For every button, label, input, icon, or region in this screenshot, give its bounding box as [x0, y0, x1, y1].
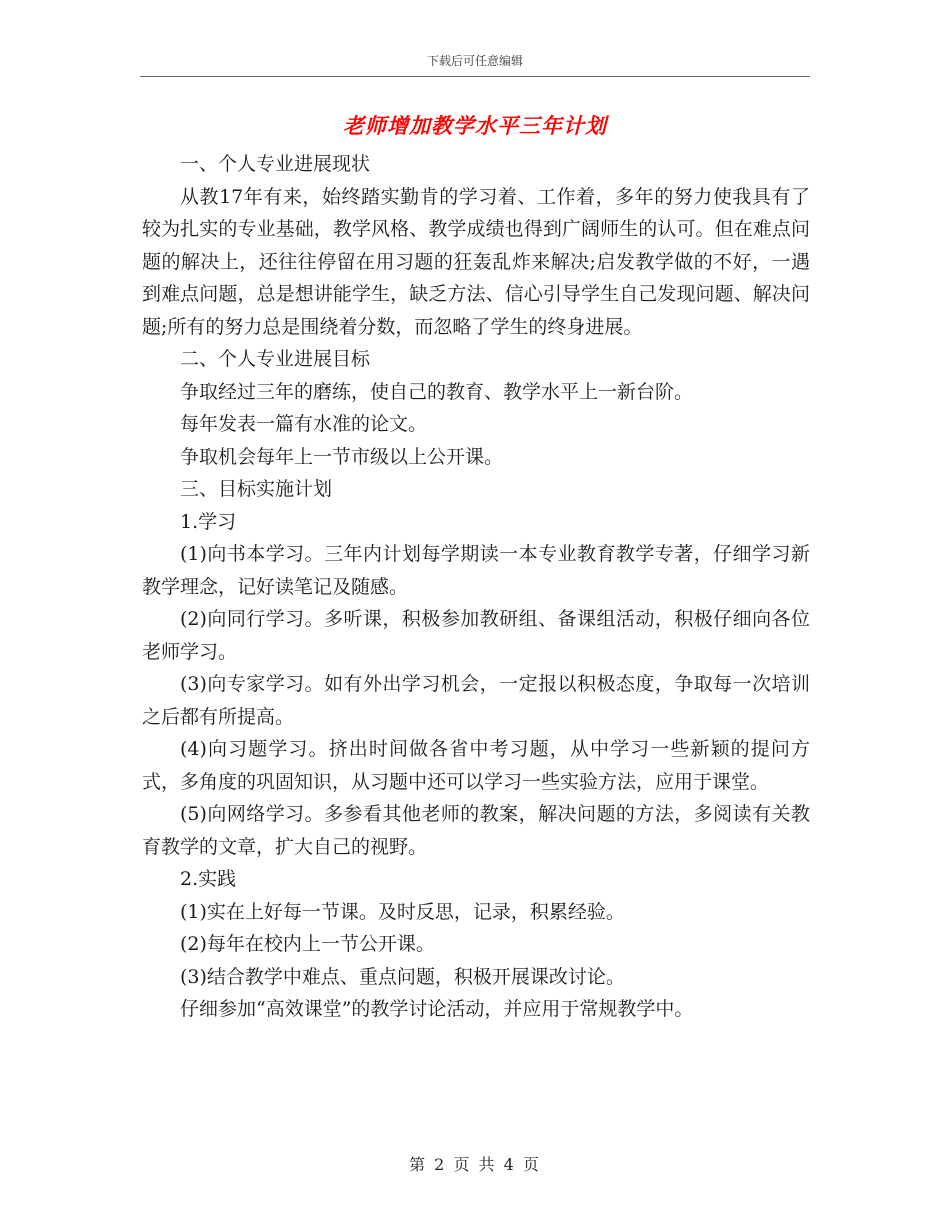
document-title: 老师增加教学水平三年计划 — [343, 114, 607, 138]
subsection-heading-study: 1.学习 — [180, 510, 237, 533]
paragraph: 仔细参加“高效课堂”的教学讨论活动，并应用于常规教学中。 — [180, 998, 694, 1020]
subsection-heading-practice: 2.实践 — [180, 868, 237, 890]
list-item: (4)向习题学习。挤出时间做各省中考习题，从中学习一些新颖的提问方式，多角度的巩固知识，从习题中还可以学习一些实验方法，应用于课堂。 — [142, 738, 810, 793]
paragraph: 争取机会每年上一节市级以上公开课。 — [180, 445, 504, 468]
list-item: (2)每年在校内上一节公开课。 — [180, 933, 435, 955]
list-item: (1)向书本学习。三年内计划每学期读一本专业教育教学专著，仔细学习新教学理念，记好读笔记及随感。 — [142, 543, 810, 598]
paragraph: 每年发表一篇有水准的论文。 — [180, 413, 428, 435]
list-item: (1)实在上好每一节课。及时反思，记录，积累经验。 — [180, 900, 625, 923]
list-item: (3)结合教学中难点、重点问题，积极开展课改讨论。 — [180, 965, 625, 988]
section-heading-3: 三、目标实施计划 — [180, 478, 333, 500]
list-item: (2)向同行学习。多听课，积极参加教研组、备课组活动，积极仔细向各位老师学习。 — [142, 608, 810, 663]
paragraph: 争取经过三年的磨练，使自己的教育、教学水平上一新台阶。 — [180, 380, 694, 403]
section-heading-1: 一、个人专业进展现状 — [180, 153, 371, 175]
list-item: (3)向专家学习。如有外出学习机会，一定报以积极态度，争取每一次培训之后都有所提高。 — [142, 673, 810, 728]
section-heading-2: 二、个人专业进展目标 — [180, 348, 371, 370]
page-number: 第 2 页 共 4 页 — [409, 1155, 541, 1174]
paragraph: 从教17年有来，始终踏实勤肯的学习着、工作着，多年的努力使我具有了较为扎实的专业基础，教学风格、教学成绩也得到广阔师生的认可。但在难点问题的解决上，还往往停留在用习题的狂轰乱炸来解决;启发教学做的不好，一遇到难点问题，总是想讲能学生，缺乏方法、信心引导学生自己发现问题、解决问题;所有的努力总是围绕着分数，而忽略了学生的终身进展。 — [142, 185, 810, 338]
document-body — [142, 148, 810, 1026]
header-rule — [140, 76, 810, 77]
list-item: (5)向网络学习。多参看其他老师的教案，解决问题的方法，多阅读有关教育教学的文章，扩大自己的视野。 — [142, 803, 810, 858]
header-note: 下载后可任意编辑 — [426, 54, 523, 68]
